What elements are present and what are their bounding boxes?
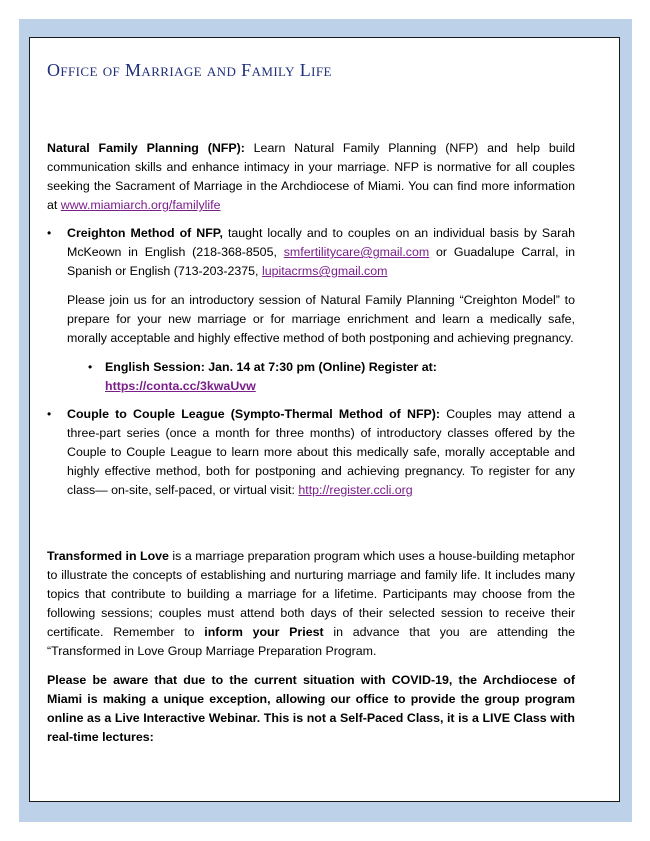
page-frame	[19, 19, 632, 822]
english-session-line	[105, 358, 585, 396]
email-link-sarah[interactable]: smfertilitycare@gmail.com	[283, 245, 430, 259]
ccl-register-link[interactable]: http://register.ccli.org	[298, 483, 413, 497]
transformed-text: is a marriage preparation program which uses a house-building metaphor to illustrate the concepts of establishing and nurturing marriage and family life. It includes many topics that contribute to building a marriage for a lifetime. Participants may choose from the following sessions; couples must attend both days of their selected session to receive their certificate. Remember to	[47, 549, 575, 639]
ccl-paragraph	[67, 405, 575, 500]
ccl-text: Couples may attend a three-part series (once a month for three months) of introductory classes offered by the Couple to Couple League to learn more about this medically safe, morally acceptable and highly effective method, both for postponing and achieving pregnancy. To register for any class— on-site, self-paced, or virtual visit:	[67, 407, 575, 497]
covid-notice: Please be aware that due to the current situation with COVID-19, the Archdiocese of Miami is making a unique exception, allowing our office to provide the group program online as a Live Interactive Webinar. This is not a Self-Paced Class, it is a LIVE Class with real-time lectures:	[47, 673, 575, 744]
transformed-paragraph	[47, 547, 575, 661]
creighton-heading: Creighton Method of NFP,	[67, 226, 223, 240]
page-title: Office of Marriage and Family Life	[47, 60, 332, 80]
transformed-heading: Transformed in Love	[47, 549, 169, 563]
document-page	[29, 37, 620, 802]
email-link-guadalupe[interactable]: lupitacrms@gmail.com	[261, 264, 388, 278]
creighton-bullet: •	[47, 226, 52, 240]
session-bullet: •	[88, 360, 93, 374]
ccl-heading: Couple to Couple League (Sympto-Thermal Method of NFP):	[67, 407, 441, 421]
inform-priest-phrase: inform your Priest	[204, 625, 324, 639]
creighton-text: taught locally and to couples on an individual basis by Sarah McKeown in English (218-368-8505,	[67, 226, 575, 259]
creighton-text-2: or Guadalupe Carral, in Spanish or English (713-203-2375,	[67, 245, 575, 278]
familylife-link[interactable]: www.miamiarch.org/familylife	[60, 198, 221, 212]
nfp-heading: Natural Family Planning (NFP):	[47, 141, 245, 155]
session-register-link[interactable]: https://conta.cc/3kwaUvw	[105, 379, 256, 393]
english-session-label: English Session: Jan. 14 at 7:30 pm (Online) Register at:	[105, 360, 437, 374]
creighton-paragraph	[67, 224, 575, 281]
creighton-invitation: Please join us for an introductory session of Natural Family Planning “Creighton Model” to prepare for your new marriage or for marriage enrichment and learn a medically safe, morally acceptable and highly effective method of both postponing and achieving pregnancy.	[67, 293, 575, 345]
transformed-text-2: in advance that you are attending the “Transformed in Love Group Marriage Preparation Program.	[47, 625, 576, 658]
nfp-text: Learn Natural Family Planning (NFP) and help build communication skills and enhance intimacy in your marriage. NFP is normative for all couples seeking the Sacrament of Marriage in the Archdiocese of Miami. You can find more information at	[47, 141, 575, 212]
nfp-paragraph	[47, 139, 575, 215]
ccl-bullet: •	[47, 407, 52, 421]
